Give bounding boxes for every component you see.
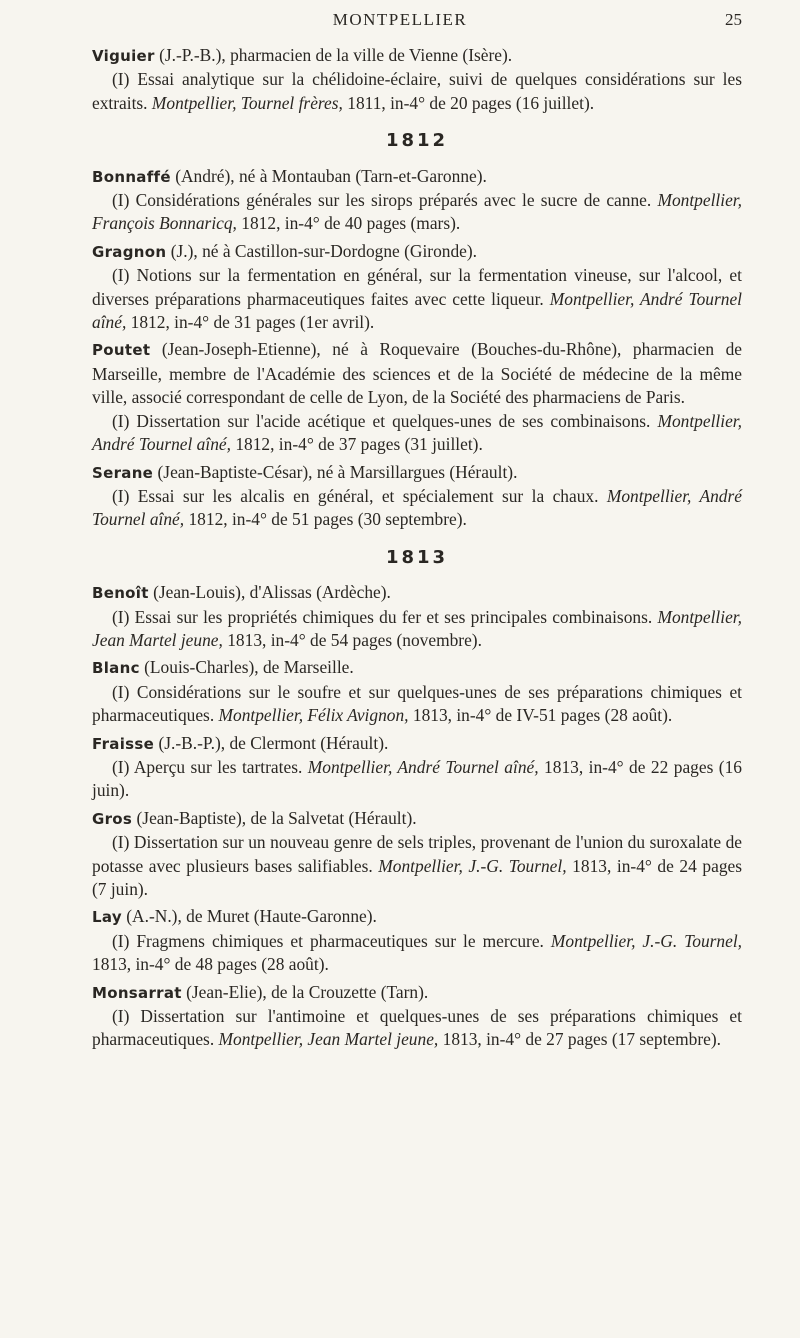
entry-work — [92, 681, 742, 728]
bibliography-entry — [92, 165, 742, 236]
work-title: (I) Essai sur les propriétés chimiques du fer et ses principales combinaisons. — [112, 606, 653, 627]
page-number: 25 — [725, 10, 742, 29]
publisher: Montpellier, André Tournel aîné, — [92, 288, 742, 333]
bibliography-entry — [92, 732, 742, 803]
bibliography-entry — [92, 44, 742, 115]
bibliography-entry — [92, 807, 742, 902]
entry-work — [92, 410, 742, 457]
entry-work — [92, 264, 742, 334]
author-bio: (Louis-Charles), de Marseille. — [144, 657, 354, 678]
entry-work — [92, 485, 742, 532]
author-name: Lay — [92, 908, 122, 927]
entry-heading — [92, 461, 742, 485]
entry-heading — [92, 905, 742, 929]
entry-work — [92, 606, 742, 653]
work-title: (I) Essai sur les alcalis en général, et spécialement sur la chaux. — [112, 485, 599, 506]
author-bio: (J.-P.-B.), pharmacien de la ville de Vienne (Isère). — [159, 45, 513, 65]
year-heading-1812: 1812 — [385, 130, 449, 152]
work-title: (I) Dissertation sur un nouveau genre de sels triples, provenant de l'union du suroxalate de potasse avec plusieurs bases salifiables. — [92, 832, 742, 876]
bibliography-entry — [92, 656, 742, 727]
publication-details: 1813, in-4° de IV-51 pages (28 août). — [412, 705, 673, 726]
publisher: Montpellier, André Tournel aîné, — [92, 485, 742, 530]
publication-details: 1813, in-4° de 48 pages (28 août). — [92, 954, 329, 975]
bibliography-entry — [92, 461, 742, 532]
entry-work — [92, 930, 742, 977]
entry-work — [92, 68, 742, 115]
entry-work — [92, 831, 742, 901]
work-title: (I) Considérations sur le soufre et sur quelques-unes de ses préparations chimiques et pharmaceutiques. — [92, 681, 742, 726]
author-bio: (Jean-Baptiste-César), né à Marsillargues (Hérault). — [157, 461, 518, 482]
publisher: Montpellier, J.-G. Tournel, — [378, 855, 567, 876]
entry-heading — [92, 338, 742, 409]
entry-heading — [92, 44, 742, 68]
publication-details: 1813, in-4° de 27 pages (17 septembre). — [442, 1029, 721, 1050]
publisher: Montpellier, Félix Avignon, — [218, 705, 409, 726]
entry-heading — [92, 981, 742, 1005]
running-head — [0, 10, 800, 36]
publication-details: 1811, in-4° de 20 pages (16 juillet). — [347, 92, 595, 113]
author-name: Gragnon — [92, 242, 167, 261]
author-name: Serane — [92, 463, 154, 482]
author-bio: (Jean-Baptiste), de la Salvetat (Hérault). — [136, 807, 417, 828]
author-name: Poutet — [92, 341, 151, 360]
work-title: (I) Dissertation sur l'acide acétique et quelques-unes de ses combinaisons. — [112, 410, 651, 431]
publication-details: 1812, in-4° de 51 pages (30 septembre). — [188, 509, 467, 530]
author-name: Blanc — [92, 659, 140, 678]
publisher: Montpellier, Jean Martel jeune, — [92, 606, 742, 650]
publication-details: 1812, in-4° de 40 pages (mars). — [241, 213, 461, 234]
publisher: Montpellier, André Tournel aîné, — [307, 756, 539, 777]
entry-work — [92, 1005, 742, 1052]
bibliography-entry — [92, 338, 742, 456]
publisher: Montpellier, François Bonnaricq, — [92, 190, 742, 234]
entry-heading — [92, 240, 742, 264]
work-title: (I) Notions sur la fermentation en général, sur la fermentation vineuse, sur l'alcool, et diverses préparations pharmaceutiques faites avec cette liqueur. — [92, 265, 742, 309]
author-bio: (Jean-Louis), d'Alissas (Ardèche). — [153, 582, 391, 603]
entry-work — [92, 756, 742, 803]
publication-details: 1812, in-4° de 37 pages (31 juillet). — [235, 434, 483, 455]
work-title: (I) Aperçu sur les tartrates. — [112, 756, 303, 777]
publisher: Montpellier, André Tournel aîné, — [92, 410, 742, 455]
entries-1812 — [92, 165, 742, 532]
entry-heading — [92, 581, 742, 605]
entry-heading — [92, 732, 742, 756]
entry-heading — [92, 165, 742, 189]
bibliography-entry — [92, 905, 742, 976]
author-bio: (Jean-Joseph-Etienne), né à Roquevaire (Bouches-du-Rhône), pharmacien de Marseille, membre de l'Académie des sciences et de la Société de médecine de la même ville, associé correspondant de celle de Lyon, de la Société des pharmaciens de Paris. — [92, 339, 742, 408]
author-name: Benoît — [92, 584, 149, 603]
publication-details: 1813, in-4° de 24 pages (7 juin). — [92, 855, 742, 899]
work-title: (I) Fragmens chimiques et pharmaceutiques sur le mercure. — [112, 930, 544, 951]
author-bio: (J.), né à Castillon-sur-Dordogne (Gironde). — [170, 240, 478, 261]
work-title: (I) Considérations générales sur les sirops préparés avec le sucre de canne. — [112, 190, 652, 211]
body-text — [92, 44, 742, 1056]
entry-heading — [92, 656, 742, 680]
author-name: Monsarrat — [92, 983, 182, 1002]
publisher: Montpellier, Jean Martel jeune, — [218, 1029, 439, 1050]
author-name: Bonnaffé — [92, 167, 171, 186]
publication-details: 1813, in-4° de 54 pages (novembre). — [227, 629, 482, 650]
author-name: Viguier — [92, 47, 155, 65]
author-name: Fraisse — [92, 734, 155, 753]
publication-details: 1813, in-4° de 22 pages (16 juin). — [92, 756, 742, 801]
author-bio: (André), né à Montauban (Tarn-et-Garonne). — [175, 165, 487, 186]
publication-details: 1812, in-4° de 31 pages (1er avril). — [130, 312, 375, 333]
entries-1811 — [92, 44, 742, 115]
author-bio: (Jean-Elie), de la Crouzette (Tarn). — [186, 981, 429, 1002]
entries-1813 — [92, 581, 742, 1052]
publisher: Montpellier, Tournel frères, — [151, 92, 343, 113]
author-name: Gros — [92, 809, 133, 828]
bibliography-entry — [92, 581, 742, 652]
work-title: (I) Essai analytique sur la chélidoine-éclaire, suivi de quelques considérations sur les extraits. — [92, 69, 742, 113]
entry-work — [92, 189, 742, 236]
running-title: MONTPELLIER — [332, 10, 468, 29]
year-heading-1813: 1813 — [385, 546, 449, 568]
publisher: Montpellier, J.-G. Tournel, — [550, 930, 742, 951]
work-title: (I) Dissertation sur l'antimoine et quelques-unes de ses préparations chimiques et pharmaceutiques. — [92, 1006, 742, 1050]
entry-heading — [92, 807, 742, 831]
author-bio: (J.-B.-P.), de Clermont (Hérault). — [158, 732, 389, 753]
bibliography-entry — [92, 240, 742, 335]
bibliography-entry — [92, 981, 742, 1052]
author-bio: (A.-N.), de Muret (Haute-Garonne). — [126, 906, 377, 927]
